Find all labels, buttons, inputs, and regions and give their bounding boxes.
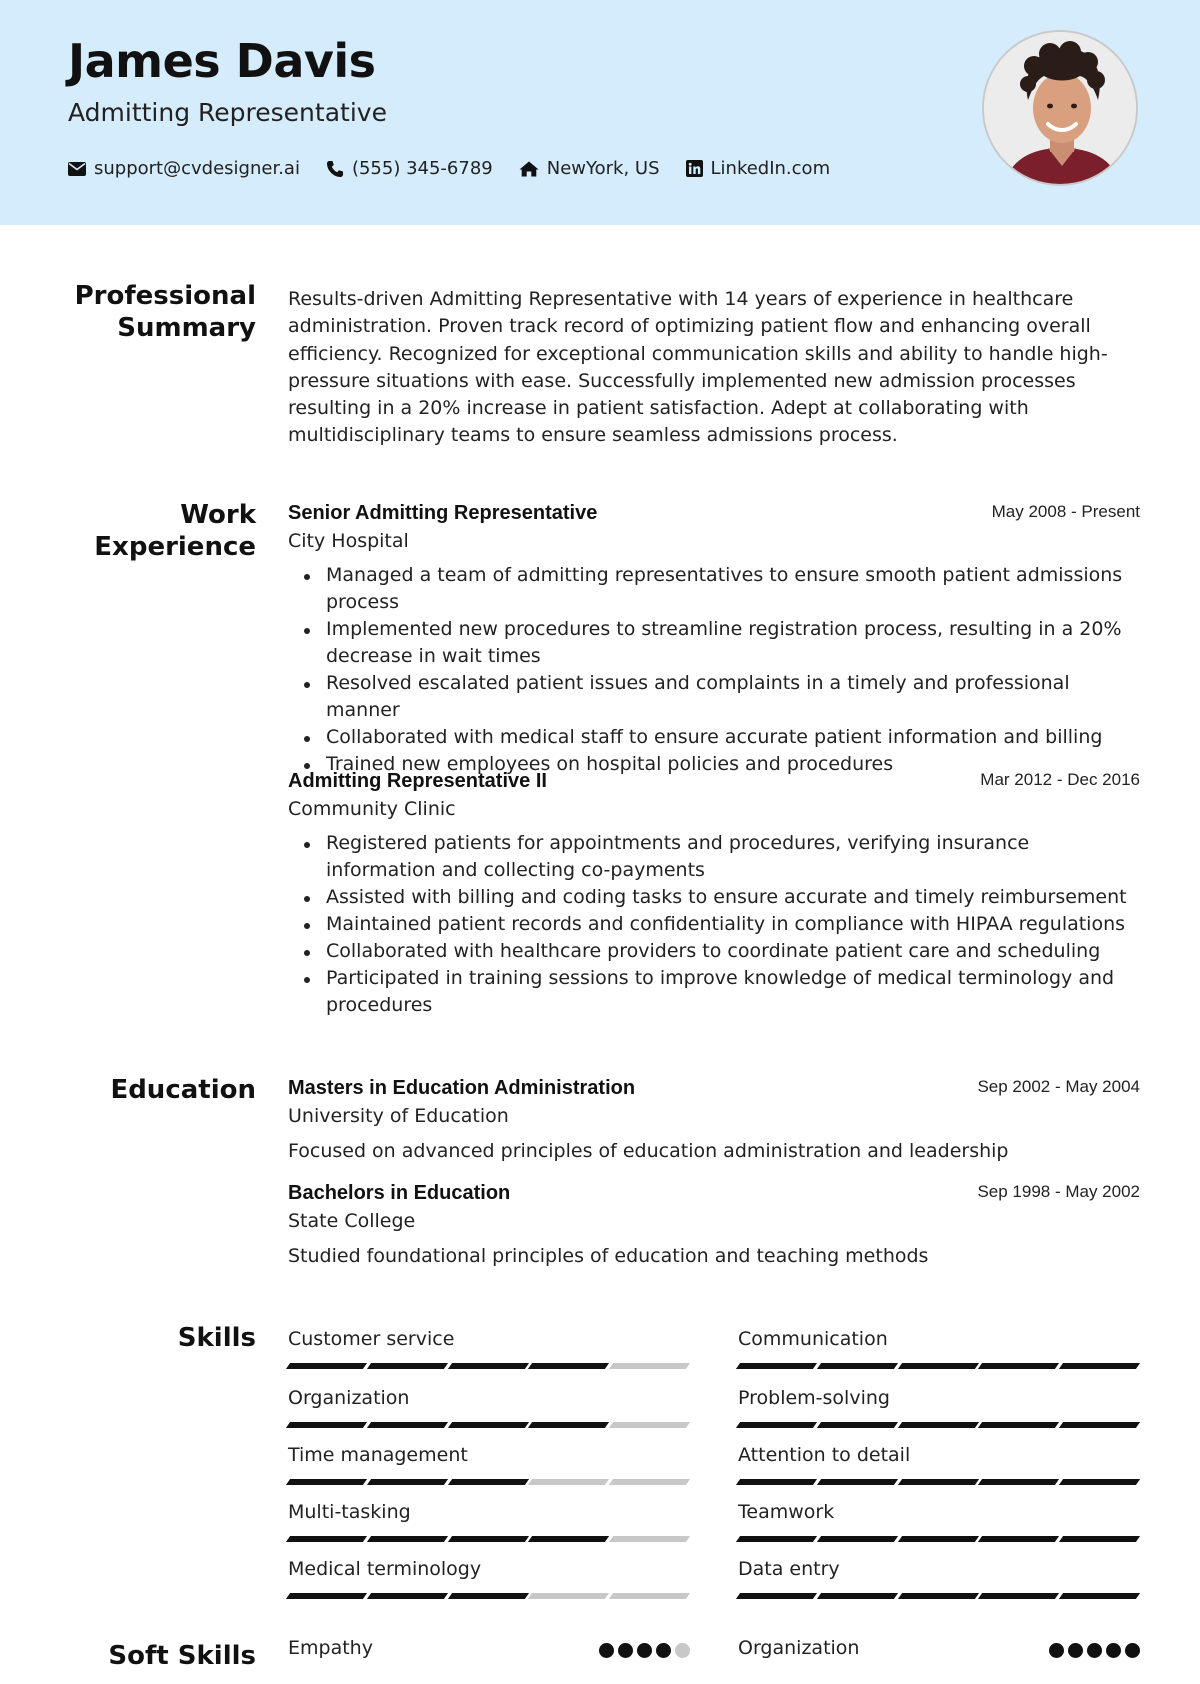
candidate-name: James Davis [68,34,376,88]
skill-level-segment [978,1363,1059,1369]
skill-level-bar [288,1422,690,1428]
candidate-job-title: Admitting Representative [68,98,387,127]
skill-level-segment [367,1479,448,1485]
skill-level-segment [528,1593,609,1599]
phone-text: (555) 345-6789 [351,158,493,179]
location-text: NewYork, US [546,158,660,179]
rating-dot [1049,1643,1064,1658]
soft-skill-rating [599,1643,690,1658]
skill-name: Attention to detail [738,1444,911,1466]
skill-level-segment [447,1422,528,1428]
job-bullet: Registered patients for appointments and procedures, verifying insurance information and collecting co-payments [288,830,1140,884]
education-entry [288,1077,1140,1164]
skill-item [738,1327,1140,1369]
job-date: May 2008 - Present [991,502,1140,521]
rating-dot [618,1643,633,1658]
skill-level-segment [978,1479,1059,1485]
experience-heading: Work Experience [94,500,256,562]
education-description: Focused on advanced principles of education administration and leadership [288,1140,1009,1162]
skill-item [288,1386,690,1428]
skill-level-segment [817,1363,898,1369]
job-bullet: Assisted with billing and coding tasks to ensure accurate and timely reimbursement [288,884,1140,911]
rating-dot [1106,1643,1121,1658]
skill-name: Multi-tasking [288,1501,411,1523]
skill-level-bar [738,1422,1140,1428]
skill-level-segment [286,1479,367,1485]
job-bullet: Collaborated with healthcare providers to coordinate patient care and scheduling [288,938,1140,965]
job-entry [288,770,1140,1019]
rating-dot [1087,1643,1102,1658]
skill-level-segment [609,1536,690,1542]
soft-skill-name: Empathy [288,1637,373,1659]
skill-name: Data entry [738,1558,840,1580]
skill-name: Problem-solving [738,1387,890,1409]
skill-name: Medical terminology [288,1558,482,1580]
skill-level-segment [447,1479,528,1485]
home-icon [519,161,539,177]
skill-name: Customer service [288,1328,455,1350]
profile-photo [982,30,1138,186]
skill-level-segment [817,1593,898,1599]
skill-level-bar [738,1593,1140,1599]
skill-level-segment [1059,1363,1140,1369]
school-name: University of Education [288,1105,509,1127]
skill-level-bar [288,1536,690,1542]
rating-dot [656,1643,671,1658]
soft-skill-name: Organization [738,1637,860,1659]
skill-level-segment [609,1422,690,1428]
skill-level-segment [609,1479,690,1485]
skill-level-segment [817,1422,898,1428]
job-date: Mar 2012 - Dec 2016 [980,770,1140,789]
soft-skill-item [738,1637,1140,1663]
skill-level-segment [367,1593,448,1599]
degree-title: Masters in Education Administration [288,1077,636,1099]
skill-level-segment [897,1593,978,1599]
skill-level-bar [288,1593,690,1599]
skill-level-segment [447,1593,528,1599]
skill-level-segment [609,1593,690,1599]
skill-level-segment [1059,1422,1140,1428]
linkedin-icon [686,160,703,177]
job-bullet: Trained new employees on hospital policies and procedures [288,751,1140,778]
skill-name: Time management [288,1444,468,1466]
rating-dot [637,1643,652,1658]
skill-level-segment [286,1593,367,1599]
school-name: State College [288,1210,416,1232]
skill-level-segment [367,1422,448,1428]
education-date: Sep 2002 - May 2004 [977,1077,1140,1096]
skill-level-segment [897,1479,978,1485]
skill-level-segment [1059,1479,1140,1485]
job-organization: City Hospital [288,530,409,552]
skill-level-bar [738,1536,1140,1542]
skill-level-segment [897,1422,978,1428]
skill-name: Organization [288,1387,410,1409]
skill-level-segment [286,1363,367,1369]
job-title: Senior Admitting Representative [288,502,598,524]
degree-title: Bachelors in Education [288,1182,511,1204]
skill-level-segment [528,1363,609,1369]
contact-email[interactable] [68,158,300,179]
soft-skill-rating [1049,1643,1140,1658]
phone-icon [326,160,344,178]
skill-level-bar [738,1363,1140,1369]
job-bullet: Maintained patient records and confidentiality in compliance with HIPAA regulations [288,911,1140,938]
skill-level-segment [367,1536,448,1542]
skill-item [288,1557,690,1599]
job-bullet: Implemented new procedures to streamline registration process, resulting in a 20% decrease in wait times [288,616,1140,670]
job-bullet: Participated in training sessions to improve knowledge of medical terminology and procedures [288,965,1140,1019]
skill-level-segment [736,1479,817,1485]
skill-name: Teamwork [738,1501,835,1523]
skill-level-segment [978,1593,1059,1599]
skill-level-segment [736,1593,817,1599]
linkedin-text: LinkedIn.com [710,158,831,179]
skill-name: Communication [738,1328,888,1350]
contact-phone[interactable] [326,158,493,179]
skill-item [288,1500,690,1542]
skill-level-segment [447,1363,528,1369]
job-bullets [288,830,1140,1019]
soft-skill-item [288,1637,690,1663]
skill-level-segment [736,1536,817,1542]
job-organization: Community Clinic [288,798,456,820]
soft-skills-heading: Soft Skills [108,1641,256,1671]
skill-level-segment [817,1536,898,1542]
skill-level-segment [528,1422,609,1428]
rating-dot [599,1643,614,1658]
contact-bar [68,158,830,179]
skill-level-segment [1059,1536,1140,1542]
resume-header [0,0,1200,225]
skill-level-bar [738,1479,1140,1485]
skill-level-segment [528,1479,609,1485]
email-text: support@cvdesigner.ai [94,158,300,179]
skill-level-segment [978,1536,1059,1542]
rating-dot [675,1643,690,1658]
envelope-icon [68,162,86,176]
contact-location [519,158,660,179]
skill-item [738,1386,1140,1428]
job-entry [288,502,1140,778]
skill-item [288,1327,690,1369]
job-bullet: Managed a team of admitting representatives to ensure smooth patient admissions process [288,562,1140,616]
summary-text: Results-driven Admitting Representative with 14 years of experience in healthcare administration. Proven track record of optimizing patient flow and enhancing overall efficiency. Recognized for exceptional communication skills and ability to handle high-pressure situations with ease. Successfully implemented new admission processes resulting in a 20% increase in patient satisfaction. Adept at collaborating with multidisciplinary teams to ensure seamless admissions process. [288,288,1108,447]
job-bullet: Collaborated with medical staff to ensure accurate patient information and billing [288,724,1140,751]
skill-level-segment [897,1536,978,1542]
skill-level-segment [817,1479,898,1485]
summary-heading: Professional Summary [74,281,256,343]
skill-item [738,1443,1140,1485]
skill-level-bar [288,1479,690,1485]
skill-level-segment [528,1536,609,1542]
job-title: Admitting Representative II [288,770,547,792]
skill-level-bar [288,1363,690,1369]
education-heading: Education [110,1075,256,1105]
skill-item [738,1557,1140,1599]
skills-heading: Skills [177,1323,256,1353]
skill-level-segment [367,1363,448,1369]
skill-level-segment [978,1422,1059,1428]
contact-linkedin[interactable] [686,158,831,179]
skill-item [738,1500,1140,1542]
rating-dot [1068,1643,1083,1658]
skill-level-segment [609,1363,690,1369]
skill-level-segment [736,1363,817,1369]
education-description: Studied foundational principles of education and teaching methods [288,1245,929,1267]
job-bullets [288,562,1140,778]
education-date: Sep 1998 - May 2002 [977,1182,1140,1201]
education-entry [288,1182,1140,1269]
skill-item [288,1443,690,1485]
skill-level-segment [286,1422,367,1428]
skill-level-segment [1059,1593,1140,1599]
rating-dot [1125,1643,1140,1658]
skill-level-segment [897,1363,978,1369]
skill-level-segment [736,1422,817,1428]
job-bullet: Resolved escalated patient issues and complaints in a timely and professional manner [288,670,1140,724]
skill-level-segment [447,1536,528,1542]
skill-level-segment [286,1536,367,1542]
